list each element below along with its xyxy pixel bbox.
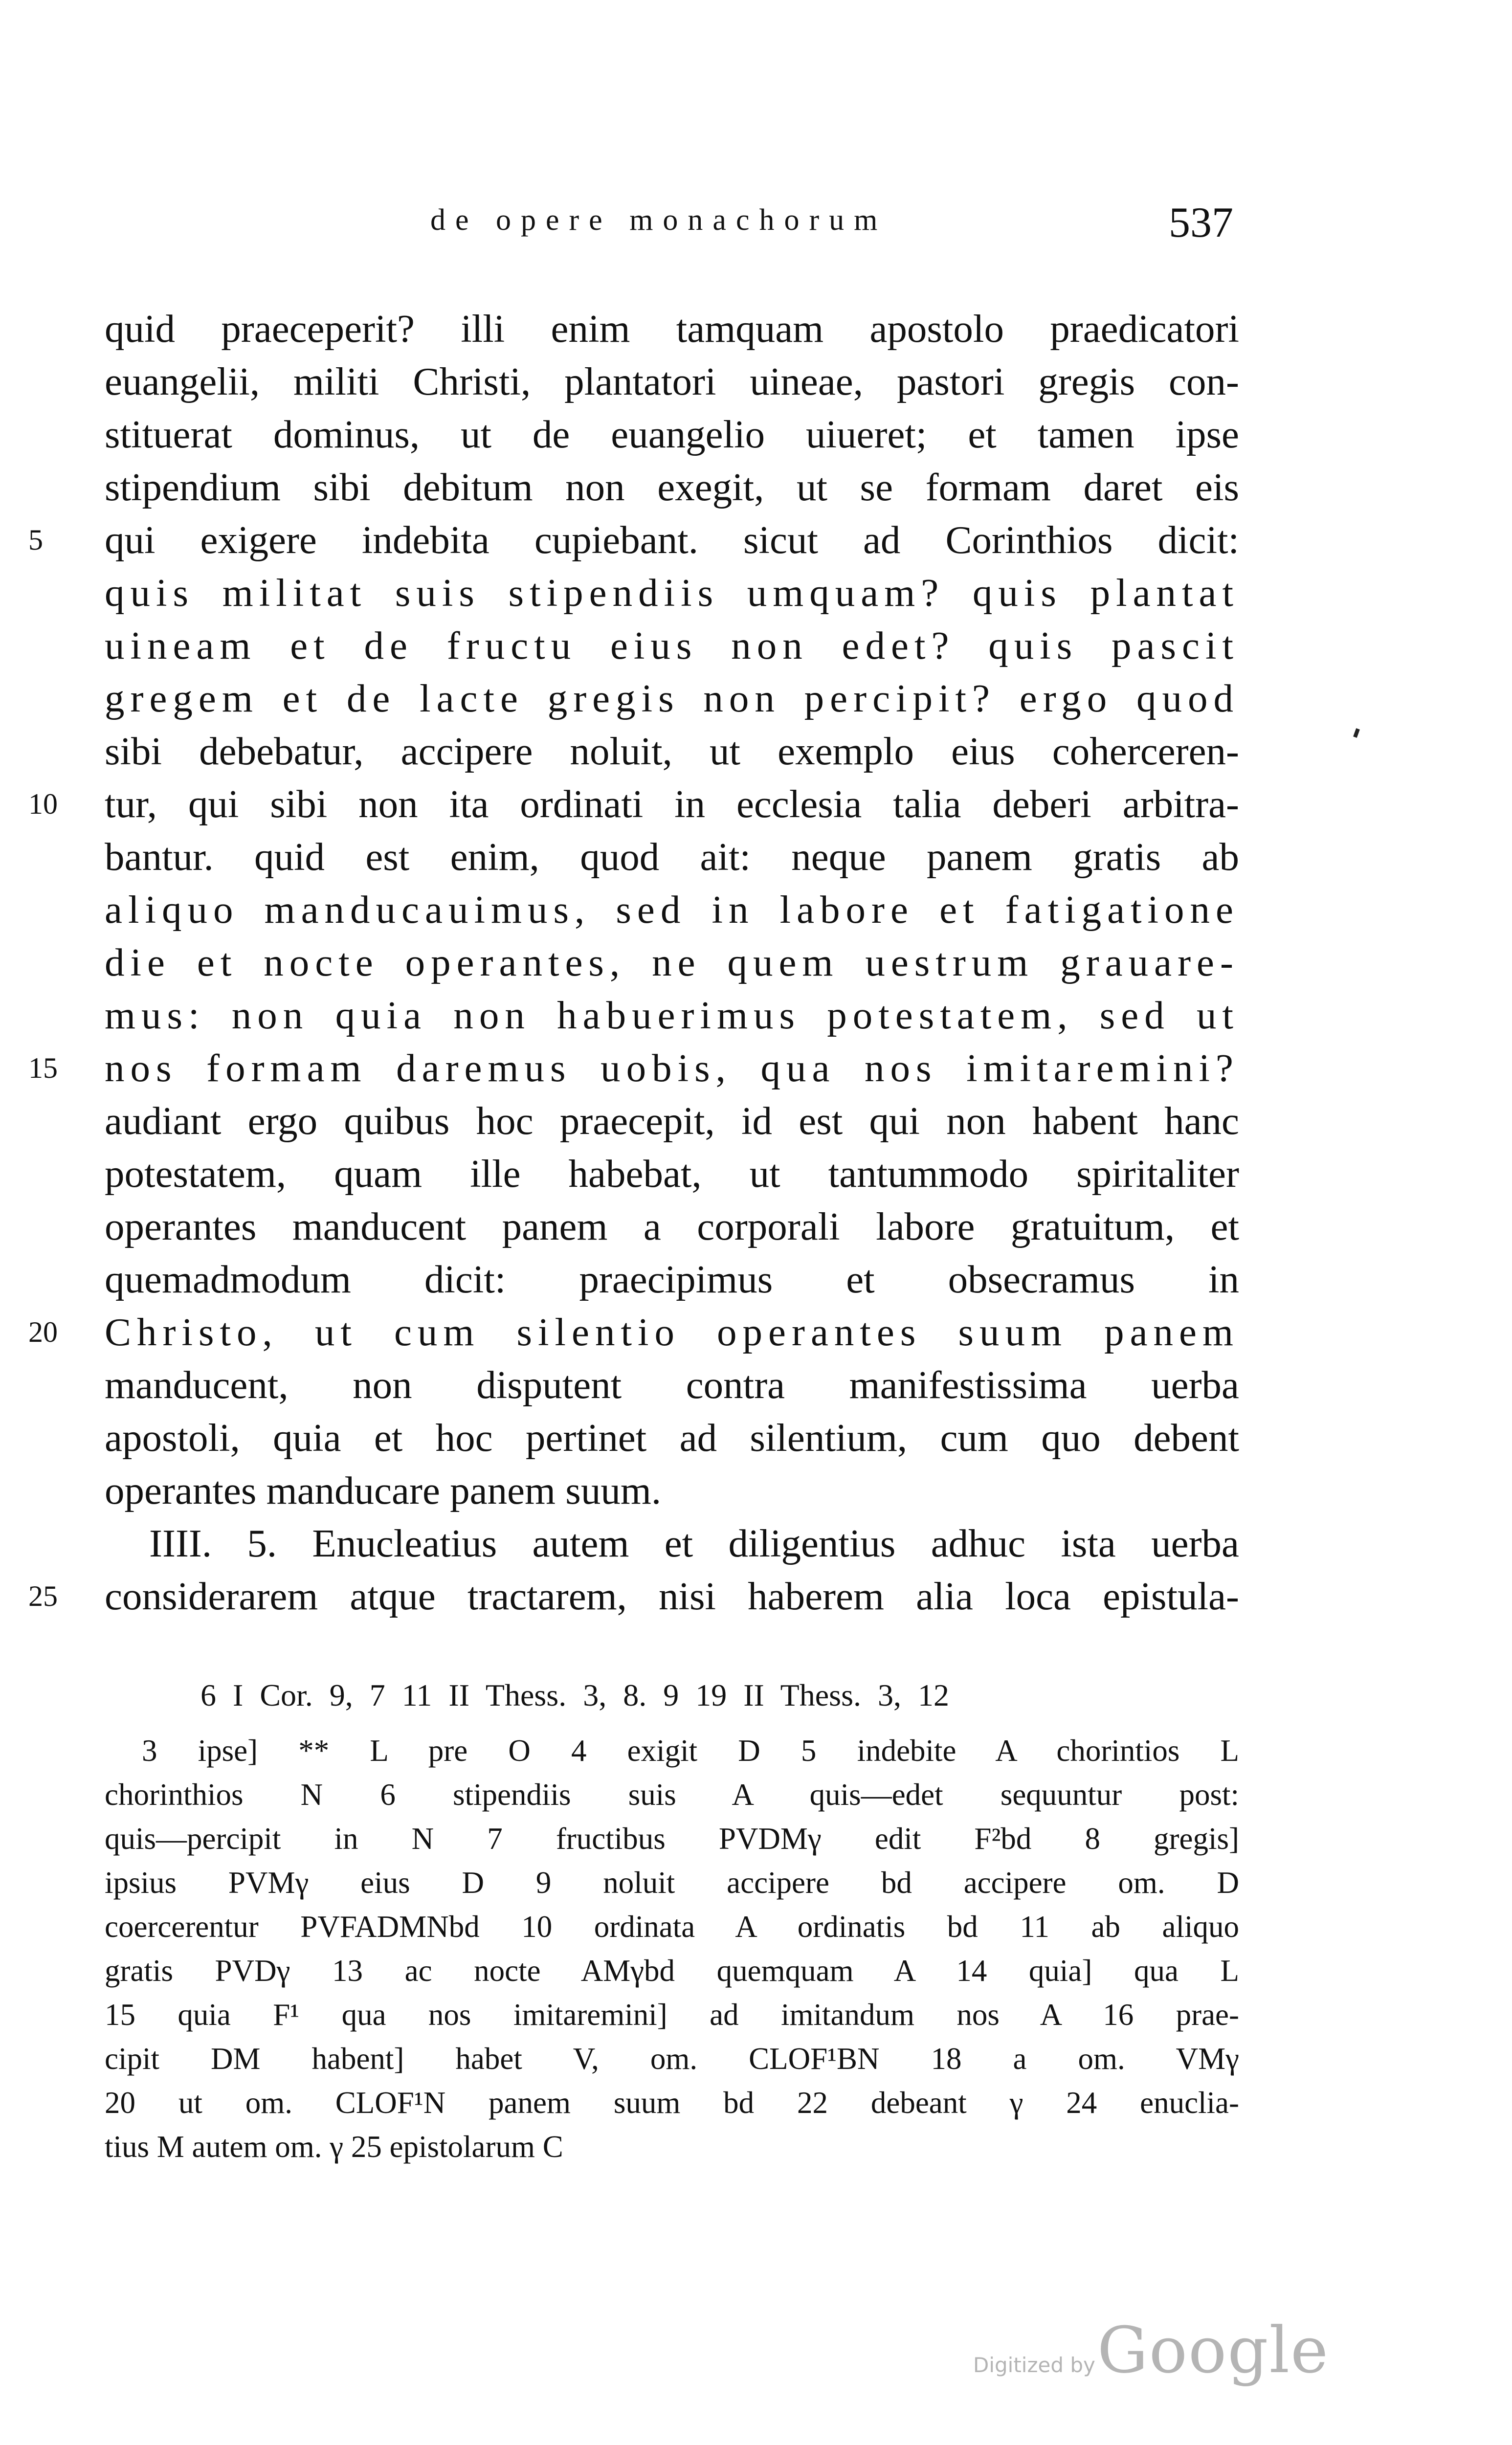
text-line: qui exigere indebita cupiebant. sicut ad Corinthios dicit: [105,518,1239,562]
line-number: 20 [28,1316,58,1348]
text-line: stipendium sibi debitum non exegit, ut se formam daret eis [105,465,1239,509]
apparatus-line: 20 ut om. CLOF¹N panem suum bd 22 debeant γ 24 enuclia- [105,2086,1239,2120]
text-line: die et nocte operantes, ne quem uestrum grauare- [105,940,1239,984]
text-line: nos formam daremus uobis, qua nos imitaremini? [105,1046,1239,1090]
text-line: operantes manducare panem suum. [105,1468,662,1512]
running-title: de opere monachorum [430,203,888,237]
text-line: tur, qui sibi non ita ordinati in ecclesia talia deberi arbitra- [105,782,1239,826]
text-line: quid praeceperit? illi enim tamquam apostolo praedicatori [105,307,1239,351]
text-line: Christo, ut cum silentio operantes suum panem [105,1310,1239,1354]
text-line: stituerat dominus, ut de euangelio uiueret; et tamen ipse [105,412,1239,456]
text-line: IIII. 5. Enucleatius autem et diligentius adhuc ista uerba [149,1521,1239,1565]
text-line: manducent, non disputent contra manifestissima uerba [105,1363,1239,1407]
text-line: euangelii, militi Christi, plantatori uineae, pastori gregis con- [105,359,1239,403]
text-line: quis militat suis stipendiis umquam? quis plantat [105,571,1239,615]
text-line: uineam et de fructu eius non edet? quis pascit [105,623,1239,667]
line-number: 10 [28,788,58,820]
google-logo: Google [1097,2313,1329,2387]
apparatus-line: tius M autem om. γ 25 epistolarum C [105,2130,563,2164]
apparatus-line: chorinthios N 6 stipendiis suis A quis—edet sequuntur post: [105,1778,1239,1812]
ink-speck [1353,728,1360,738]
text-line: gregem et de lacte gregis non percipit? ergo quod [105,676,1239,720]
line-number: 5 [28,524,43,556]
text-line: quemadmodum dicit: praecipimus et obsecramus in [105,1257,1239,1301]
text-line: mus: non quia non habuerimus potestatem, sed ut [105,993,1239,1037]
page-header [0,199,1512,262]
apparatus-line: gratis PVDγ 13 ac nocte AMγbd quemquam A 14 quia] qua L [105,1954,1239,1988]
text-line: sibi debebatur, accipere noluit, ut exemplo eius coherceren- [105,729,1239,773]
text-line: audiant ergo quibus hoc praecepit, id est qui non habent hanc [105,1099,1239,1143]
scripture-references: 6 I Cor. 9, 7 11 II Thess. 3, 8. 9 19 II Thess. 3, 12 [200,1678,949,1712]
line-number: 25 [28,1580,58,1612]
text-line: potestatem, quam ille habebat, ut tantummodo spiritaliter [105,1152,1239,1196]
digitized-watermark [973,2313,1329,2387]
watermark-prefix: Digitized by [973,2353,1095,2377]
text-line: operantes manducent panem a corporali labore gratuitum, et [105,1204,1239,1248]
text-line: considerarem atque tractarem, nisi haberem alia loca epistula- [105,1574,1239,1618]
text-line: bantur. quid est enim, quod ait: neque panem gratis ab [105,835,1239,879]
text-line: aliquo manducauimus, sed in labore et fatigatione [105,888,1239,932]
apparatus-line: ipsius PVMγ eius D 9 noluit accipere bd accipere om. D [105,1866,1239,1900]
page-number: 537 [1169,199,1233,246]
apparatus-line: cipit DM habent] habet V, om. CLOF¹BN 18 a om. VMγ [105,2042,1239,2076]
apparatus-line: 3 ipse] ** L pre O 4 exigit D 5 indebite A chorintios L [142,1734,1239,1768]
line-number: 15 [28,1052,58,1084]
text-line: apostoli, quia et hoc pertinet ad silentium, cum quo debent [105,1416,1239,1460]
apparatus-line: 15 quia F¹ qua nos imitaremini] ad imitandum nos A 16 prae- [105,1998,1239,2032]
apparatus-line: coercerentur PVFADMNbd 10 ordinata A ordinatis bd 11 ab aliquo [105,1910,1239,1944]
apparatus-line: quis—percipit in N 7 fructibus PVDMγ edit F²bd 8 gregis] [105,1822,1239,1856]
